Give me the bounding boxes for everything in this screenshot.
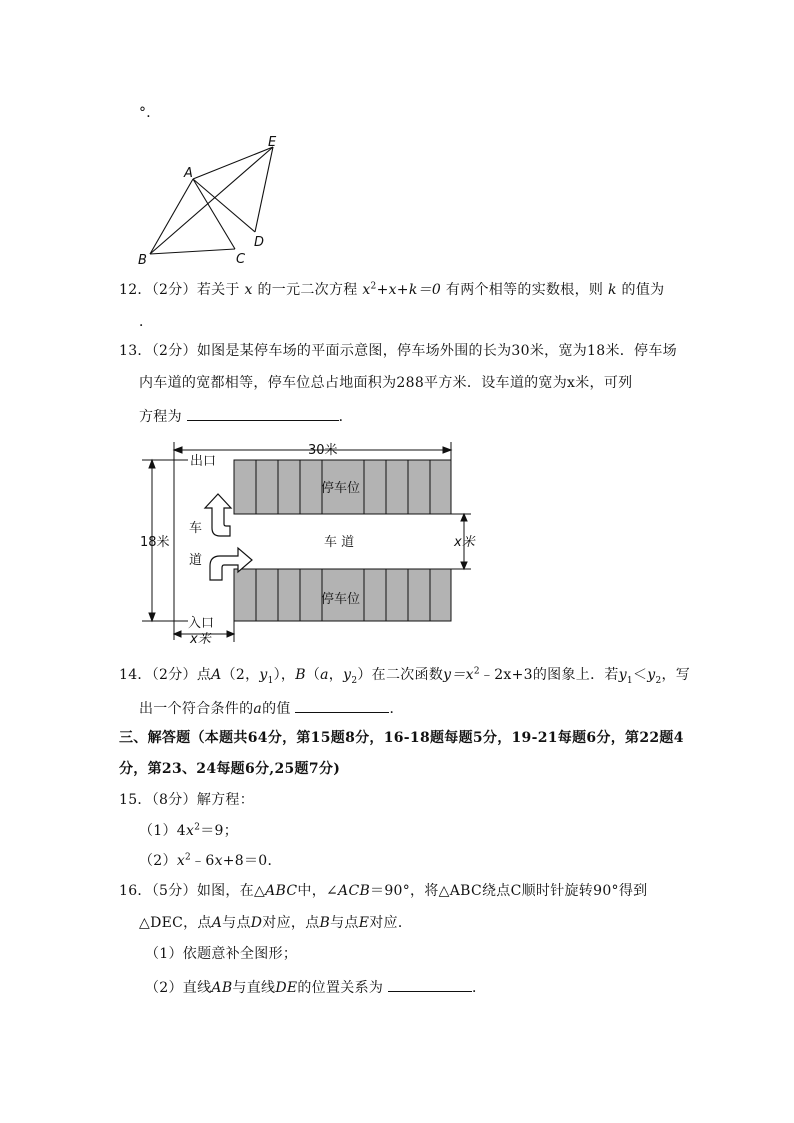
q14-score: （2分） [151, 667, 197, 683]
q14-text: 的图象上．若 [532, 667, 619, 683]
q11-tail: °． [139, 105, 161, 121]
subscript: 2 [351, 675, 358, 686]
q12-line2: ． [139, 314, 154, 330]
arrow-head [149, 613, 155, 621]
q16-answer-blank[interactable] [388, 977, 472, 992]
var-x: x [244, 282, 253, 298]
subscript: 1 [626, 675, 633, 686]
label-road-left-1: 车 [189, 521, 203, 536]
arrow-head [461, 514, 467, 521]
q14-text: ）， [273, 667, 296, 683]
q13-number: 13． [119, 343, 152, 359]
point-A: A [211, 667, 222, 683]
q14-text: 点 [196, 667, 212, 683]
point-B: B [319, 915, 331, 931]
q15-text: ＝9； [200, 823, 239, 839]
label-parking-bottom: 停车位 [321, 592, 361, 607]
q16-text: △DEC，点 [139, 915, 212, 931]
var-x: x [176, 853, 186, 869]
q14-text: ）在二次函数 [357, 667, 444, 683]
arrow-head [443, 447, 451, 453]
q15-part2 [139, 852, 282, 870]
q13-line2: 内车道的宽都相等，停车位总占地面积为288平方米．设车道的宽为x米，可列 [139, 375, 633, 391]
q16-text: 与点 [330, 915, 359, 931]
arrow-head [227, 631, 234, 637]
point-A: A [211, 915, 223, 931]
line-DE: DE [275, 980, 298, 996]
q12-score: （2分） [151, 282, 197, 298]
q13-text: 如图是某停车场的平面示意图，停车场外围的长为30米，宽为18米．停车场 [196, 343, 677, 359]
var-y: y [647, 667, 656, 683]
q14-text: （2， [221, 667, 260, 683]
var-y: y [259, 667, 268, 683]
angle-ACB: ACB [338, 883, 371, 899]
q11-figure [130, 130, 290, 270]
exponent: 2 [370, 281, 377, 292]
var-x: x [214, 853, 223, 869]
arrow-up-turn-icon [205, 494, 231, 536]
q12-text: 若关于 [196, 282, 240, 298]
q16-text: ＝90°，将△ABC绕点C顺时针旋转90°得到 [370, 883, 648, 899]
q16-part1: （1）依题意补全图形； [145, 946, 298, 962]
q14-line1 [119, 666, 690, 684]
q15-text: +8＝0． [222, 853, 282, 869]
var-k: k [607, 282, 617, 298]
point-E: E [358, 915, 370, 931]
q14-line2 [139, 698, 404, 718]
less-than: ＜ [632, 667, 648, 683]
exponent: 2 [185, 852, 192, 863]
q12-line1 [119, 281, 664, 299]
var-x: x [186, 823, 195, 839]
q14-text: ，写 [661, 667, 691, 683]
label-entrance: 入口 [188, 616, 215, 631]
equation: +x+k＝0 [376, 282, 442, 298]
label-D: D [254, 235, 265, 250]
line-AB: AB [211, 980, 233, 996]
var-a: a [320, 667, 329, 683]
label-E: E [268, 135, 277, 150]
q13-line1 [119, 342, 677, 360]
label-A: A [184, 166, 193, 181]
q12-number: 12． [119, 282, 152, 298]
q14-text: ． [389, 701, 404, 717]
q16-text: 的位置关系为 [297, 980, 384, 996]
q16-text: 对应，点 [262, 915, 320, 931]
q14-text: 的值 [262, 701, 291, 717]
q13-parking-figure [138, 440, 488, 645]
q16-text: 对应． [369, 915, 413, 931]
arrow-head [149, 460, 155, 468]
exponent: 2 [473, 666, 480, 677]
point-B: B [295, 667, 306, 683]
q16-text: （2）直线 [145, 980, 212, 996]
q15-text: （2） [139, 853, 177, 869]
q14-text: （ [305, 667, 321, 683]
label-18m: 18米 [140, 535, 170, 550]
q15-text: ﹣6 [191, 853, 215, 869]
q16-line1 [119, 882, 647, 900]
function: ﹣2x+3 [479, 667, 533, 683]
arrow-head [174, 447, 182, 453]
section3-line1: 三、解答题（本题共64分，第15题8分，16-18题每题5分，19-21每题6分，第22题4 [119, 730, 684, 746]
q16-part2 [145, 977, 486, 997]
q16-text: 中，∠ [297, 883, 339, 899]
var-y: y [343, 667, 352, 683]
q14-answer-blank[interactable] [295, 698, 389, 713]
q12-text: 有两个相等的实数根，则 [445, 282, 604, 298]
exponent: 2 [194, 822, 201, 833]
q14-number: 14． [119, 667, 152, 683]
q13-text: ． [338, 409, 353, 425]
var-x: x [362, 282, 371, 298]
edge-AC [193, 179, 235, 249]
label-x-bottom: x米 [190, 632, 211, 645]
label-B: B [138, 253, 147, 268]
label-x-right: x米 [454, 535, 475, 550]
q13-line3 [139, 406, 353, 426]
q16-text: 如图，在△ [196, 883, 266, 899]
section3-line2: 分，第23、24每题6分,25题7分) [119, 761, 341, 777]
edge-AE [193, 147, 273, 179]
q15-head: 15．（8分）解方程： [119, 792, 255, 808]
q16-score: （5分） [151, 883, 197, 899]
subscript: 1 [267, 675, 274, 686]
q13-text: 方程为 [139, 409, 182, 425]
function: y＝x [443, 667, 474, 683]
arrow-head [174, 631, 181, 637]
var-a: a [253, 701, 263, 717]
q12-text: 的值为 [621, 282, 665, 298]
q14-text: ， [328, 667, 344, 683]
q15-part1 [139, 822, 238, 840]
edge-AB [150, 179, 193, 254]
q16-text: ． [471, 980, 487, 996]
q16-number: 16． [119, 883, 152, 899]
q16-line2 [139, 914, 412, 932]
label-parking-top: 停车位 [321, 481, 361, 496]
label-road: 车 道 [324, 535, 355, 550]
edge-AD [193, 179, 255, 232]
q13-answer-blank[interactable] [187, 406, 339, 421]
label-C: C [236, 252, 246, 267]
q14-text: 出一个符合条件的 [139, 701, 254, 717]
arrow-head [461, 562, 467, 569]
label-road-left-2: 道 [189, 553, 203, 568]
point-D: D [250, 915, 263, 931]
label-exit: 出口 [190, 454, 217, 469]
q15-text: （1）4 [139, 823, 187, 839]
label-30m: 30米 [308, 443, 338, 458]
q13-score: （2分） [151, 343, 197, 359]
q16-text: 与点 [222, 915, 251, 931]
triangle-ABC: ABC [265, 883, 298, 899]
q16-text: 与直线 [232, 980, 276, 996]
subscript: 2 [655, 675, 662, 686]
var-y: y [618, 667, 627, 683]
edge-BC [150, 249, 235, 254]
q12-text: 的一元二次方程 [257, 282, 358, 298]
